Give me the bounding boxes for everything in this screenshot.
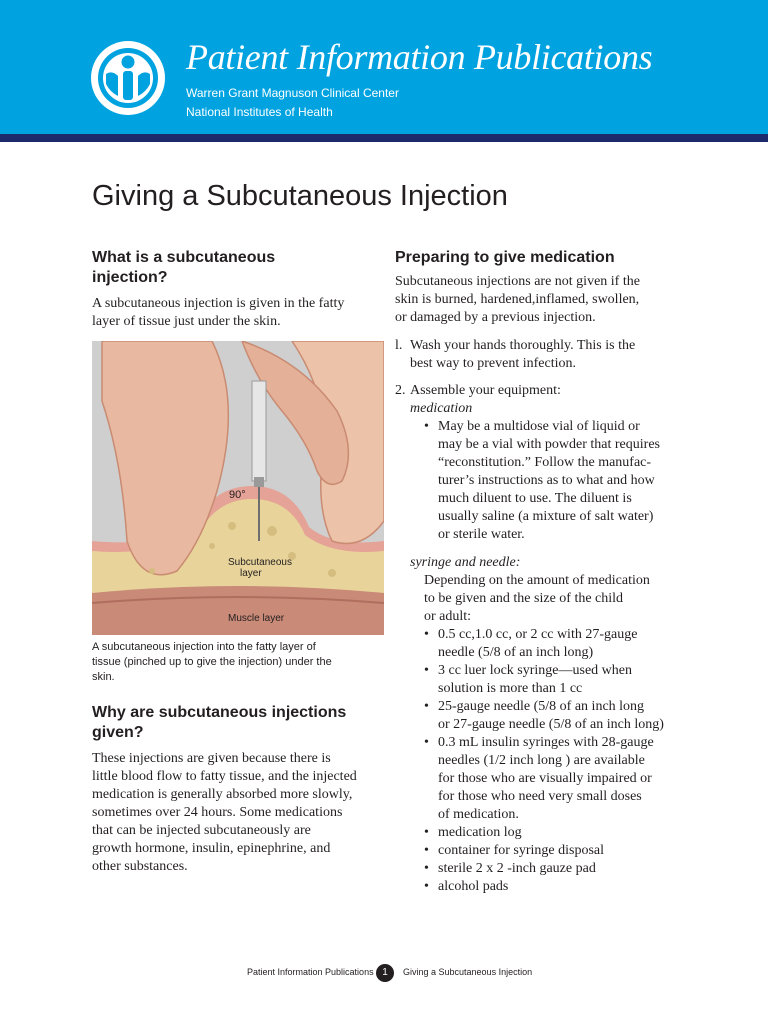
footer-publication: Patient Information Publications	[247, 967, 374, 977]
subcutaneous-layer-label: Subcutaneous	[228, 557, 292, 568]
heading-what-is: What is a subcutaneous injection?	[92, 249, 276, 286]
page-title: Giving a Subcutaneous Injection	[92, 180, 508, 212]
item-disposal-container: container for syringe disposal	[438, 843, 605, 858]
bullet-3: •	[424, 699, 429, 714]
subcutaneous-layer-label-2: layer	[240, 568, 262, 579]
nih-clinical-center-logo	[90, 40, 166, 116]
syringe-label: syringe and needle:	[410, 555, 521, 570]
item-medication-log: medication log	[438, 825, 522, 840]
medication-description: May be a multidose vial of liquid or may be a vial with powder that requires “reconstitution.” Follow the manufac- turer’s instructions as to what and how much diluent to use. The diluent is usually saline (a mixture of salt water) or sterile water.	[438, 419, 660, 542]
bullet-7: •	[424, 861, 429, 876]
paragraph-why-given: These injections are given because there is little blood flow to fatty tissue, and the injected medication is generally absorbed more slowly, sometimes over 24 hours. Some medications that can be injected subcutaneously are growth hormone, insulin, epinephrine, and other substances.	[92, 751, 357, 874]
syringe-option-2: 3 cc luer lock syringe—used when solution is more than 1 cc	[438, 663, 632, 696]
figure-caption: A subcutaneous injection into the fatty layer of tissue (pinched up to give the injection) under the skin.	[92, 641, 332, 683]
footer-title: Giving a Subcutaneous Injection	[403, 967, 533, 977]
syringe-option-3: 25-gauge needle (5/8 of an inch long or 27-gauge needle (5/8 of an inch long)	[438, 699, 664, 732]
medication-label: medication	[410, 401, 473, 416]
injection-illustration	[92, 341, 384, 635]
heading-preparing: Preparing to give medication	[395, 249, 615, 266]
institution-line-2: National Institutes of Health	[186, 105, 333, 119]
item-gauze-pad: sterile 2 x 2 -inch gauze pad	[438, 861, 596, 876]
page-number: 1	[376, 964, 394, 982]
publication-title: Patient Information Publications	[186, 37, 653, 77]
syringe-intro: Depending on the amount of medication to be given and the size of the child or adult:	[424, 573, 650, 624]
syringe-option-4: 0.3 mL insulin syringes with 28-gauge needles (1/2 inch long ) are available for those who are visually impaired or for those who need very small doses of medication.	[438, 735, 654, 822]
step-2-number: 2.	[395, 383, 406, 398]
angle-label: 90°	[229, 489, 246, 501]
step-1-number: l.	[395, 338, 403, 353]
paragraph-preparing-intro: Subcutaneous injections are not given if the skin is burned, hardened,inflamed, swollen, or damaged by a previous injection.	[395, 274, 640, 325]
item-alcohol-pads: alcohol pads	[438, 879, 509, 894]
bullet-6: •	[424, 843, 429, 858]
step-2-text: Assemble your equipment:	[410, 383, 561, 398]
paragraph-what-is: A subcutaneous injection is given in the fatty layer of tissue just under the skin.	[92, 296, 345, 329]
muscle-layer-label: Muscle layer	[228, 613, 285, 624]
institution-line-1: Warren Grant Magnuson Clinical Center	[186, 86, 399, 100]
heading-why-given: Why are subcutaneous injections given?	[92, 704, 347, 741]
bullet-medication: •	[424, 419, 429, 434]
header-banner	[0, 0, 768, 134]
syringe-option-1: 0.5 cc,1.0 cc, or 2 cc with 27-gauge needle (5/8 of an inch long)	[438, 627, 638, 660]
bullet-2: •	[424, 663, 429, 678]
bullet-4: •	[424, 735, 429, 750]
bullet-1: •	[424, 627, 429, 642]
header-rule	[0, 134, 768, 142]
step-1-text: Wash your hands thoroughly. This is the best way to prevent infection.	[410, 338, 636, 371]
bullet-8: •	[424, 879, 429, 894]
bullet-5: •	[424, 825, 429, 840]
